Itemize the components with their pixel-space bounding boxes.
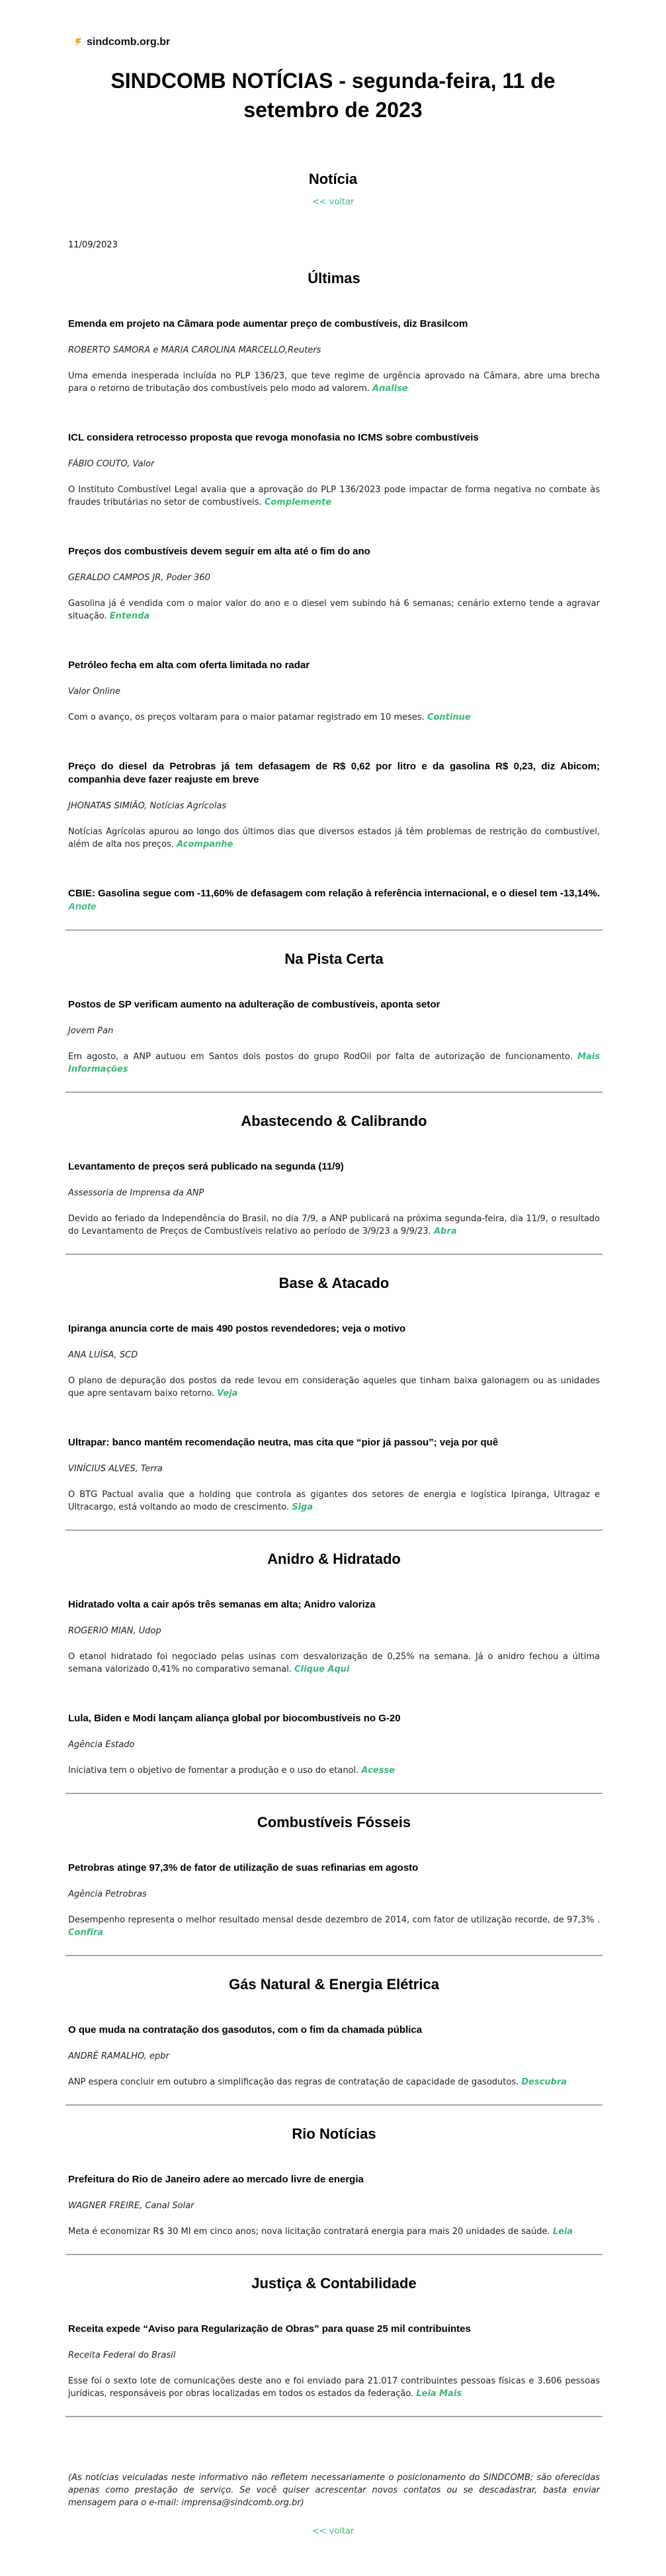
page-subtitle: Notícia: [308, 171, 358, 187]
article-author: ROBERTO SAMORA e MARIA CAROLINA MARCELLO,Reuters: [68, 345, 321, 355]
article-body: [68, 826, 600, 851]
article-title: Petróleo fecha em alta com oferta limitada no radar: [68, 660, 310, 671]
article-title: Emenda em projeto na Câmara pode aumentar preço de combustíveis, diz Brasilcom: [68, 318, 468, 329]
news-section: [65, 2120, 603, 2255]
article-author: FÁBIO COUTO, Valor: [68, 459, 155, 469]
article-summary: Gasolina já é vendida com o maior valor do ano e o diesel vem subindo há 6 semanas; cenário externo tende a agravar situação.: [68, 599, 600, 621]
article-title: ICL considera retrocesso proposta que revoga monofasia no ICMS sobre combustíveis: [68, 432, 479, 443]
read-more-link[interactable]: Entenda: [109, 611, 150, 621]
news-article: [65, 2024, 603, 2088]
section-title: Base & Atacado: [278, 1275, 390, 1291]
section-divider: [65, 1254, 603, 1255]
read-more-link[interactable]: Veja: [217, 1389, 238, 1398]
news-article: [65, 1598, 603, 1676]
article-author: Agência Petrobras: [68, 1889, 147, 1899]
section-divider: [65, 1955, 603, 1956]
article-title: Preço do diesel da Petrobras já tem defasagem de R$ 0,62 por litro e da gasolina R$ 0,23, diz Abicom; companhia deve fazer reajuste em breve: [68, 761, 600, 785]
news-article: [65, 659, 603, 724]
article-title-text: CBIE: Gasolina segue com -11,60% de defasagem com relação à referência internacional, e o diesel tem -13,14%.: [68, 888, 600, 899]
article-summary: Devido ao feriado da Independência do Brasil, no dia 7/9, a ANP publicará na próxima segunda-feira, dia 11/9, o resultado do Levantamento de Preços de Combustíveis relativo ao período de 3/9/23 a 9/9/23.: [68, 1214, 600, 1236]
read-more-link[interactable]: Acompanhe: [177, 839, 233, 849]
article-title: Lula, Biden e Modi lançam aliança global por biocombustíveis no G-20: [68, 1713, 401, 1724]
section-divider: [65, 2416, 603, 2417]
article-title: Postos de SP verificam aumento na adulteração de combustíveis, aponta setor: [68, 999, 440, 1010]
article-body: [68, 370, 600, 395]
article-summary: Desempenho representa o melhor resultado mensal desde dezembro de 2014, com fator de utilização recorde, de 97,3% .: [68, 1915, 600, 1925]
article-body: [68, 1651, 600, 1676]
article-body: [68, 597, 600, 623]
news-article: [65, 318, 603, 395]
article-summary: Com o avanço, os preços voltaram para o maior patamar registrado em 10 meses.: [68, 712, 425, 722]
article-summary: Esse foi o sexto lote de comunicações deste ano e foi enviado para 21.017 contribuintes pessoas físicas e 3.606 pessoas jurídicas, responsáveis por obras localizadas em todos os estados da federação.: [68, 2376, 600, 2399]
article-body: [68, 2225, 600, 2238]
news-article: [65, 998, 603, 1076]
publication-date: 11/09/2023: [68, 240, 118, 250]
section-divider: [65, 2254, 603, 2255]
section-divider: [65, 1529, 603, 1531]
article-summary: O Instituto Combustível Legal avalia que a aprovação do PLP 136/2023 pode impactar de forma negativa no combate às fraudes tributárias no setor de combustíveis.: [68, 485, 600, 507]
news-article: [65, 545, 603, 623]
article-title: Hidratado volta a cair após três semanas em alta; Anidro valoriza: [68, 1599, 376, 1610]
news-article: [65, 1322, 603, 1400]
back-link-bottom[interactable]: << voltar: [312, 2526, 354, 2536]
news-section: [65, 945, 603, 1093]
news-section: [65, 2270, 603, 2417]
news-section: [65, 1269, 603, 1531]
read-more-link[interactable]: Descubra: [521, 2077, 567, 2087]
article-summary: O etanol hidratado foi negociado pelas usinas com desvalorização de 0,25% na semana. Já o anidro fechou a última semana valorizado 0,41% no comparativo semanal.: [68, 1652, 600, 1674]
article-title: Ipiranga anuncia corte de mais 490 postos revendedores; veja o motivo: [68, 1323, 406, 1334]
article-title: [68, 887, 600, 914]
article-author: Jovem Pan: [68, 1026, 114, 1036]
read-more-link[interactable]: Complemente: [264, 497, 332, 507]
read-more-link[interactable]: Leia: [552, 2227, 573, 2237]
sections-container: [65, 265, 603, 2417]
article-body: [68, 2375, 600, 2400]
section-divider: [65, 1092, 603, 1093]
read-more-link[interactable]: Acesse: [361, 1766, 395, 1776]
article-summary: Iniciativa tem o objetivo de fomentar a produção e o uso do etanol.: [68, 1766, 359, 1776]
back-link-top[interactable]: << voltar: [312, 197, 354, 207]
news-article: [65, 1436, 603, 1514]
news-article: [65, 887, 603, 914]
article-body: [68, 1213, 600, 1238]
article-body: [68, 1488, 600, 1514]
news-article: [65, 1862, 603, 1939]
news-section: [65, 1107, 603, 1255]
content: [63, 240, 603, 2509]
article-title: Ultrapar: banco mantém recomendação neutra, mas cita que “pior já passou”; veja por quê: [68, 1437, 499, 1448]
article-summary: ANP espera concluir em outubro a simplificação das regras de contratação de capacidade de gasodutos.: [68, 2077, 519, 2087]
section-title: Abastecendo & Calibrando: [241, 1113, 427, 1129]
article-summary: O plano de depuração dos postos da rede levou em consideração aqueles que tinham baixa galonagem ou as unidades que apre sentavam baixo retorno.: [68, 1376, 600, 1398]
news-section: [65, 1545, 603, 1794]
section-title: Rio Notícias: [292, 2125, 376, 2142]
read-more-link[interactable]: Anote: [68, 901, 97, 912]
news-section: [65, 265, 603, 931]
article-title: Petrobras atinge 97,3% de fator de utilização de suas refinarias em agosto: [68, 1862, 419, 1873]
article-summary: Em agosto, a ANP autuou em Santos dois postos do grupo RodOil por falta de autorização de funcionamento.: [68, 1052, 573, 1062]
article-author: ANA LUÍSA, SCD: [68, 1350, 138, 1360]
section-title: Gás Natural & Energia Elétrica: [229, 1976, 439, 1993]
news-article: [65, 2323, 603, 2400]
news-article: [65, 431, 603, 509]
read-more-link[interactable]: Abra: [433, 1226, 457, 1236]
read-more-link[interactable]: Confira: [68, 1928, 104, 1938]
read-more-link[interactable]: Clique Aqui: [294, 1664, 350, 1674]
article-summary: Notícias Agrícolas apurou ao longo dos últimos dias que diversos estados já têm problemas de restrição do combustível, além de alta nos preços.: [68, 827, 600, 849]
article-body: [68, 484, 600, 509]
article-body: [68, 1914, 600, 1939]
read-more-link[interactable]: Continue: [427, 712, 471, 722]
article-title: Preços dos combustíveis devem seguir em alta até o fim do ano: [68, 546, 370, 557]
article-author: Receita Federal do Brasil: [68, 2350, 176, 2360]
article-summary: Meta é economizar R$ 30 MI em cinco anos; nova licitação contratará energia para mais 20 unidades de saúde.: [68, 2227, 550, 2237]
news-article: [65, 2173, 603, 2238]
article-body: [68, 2076, 600, 2088]
section-title: Na Pista Certa: [284, 951, 384, 967]
article-author: VINÍCIUS ALVES, Terra: [68, 1464, 163, 1474]
article-author: Valor Online: [68, 687, 121, 697]
brand-name: sindcomb.org.br: [87, 36, 171, 48]
section-divider: [65, 1793, 603, 1794]
article-body: [68, 1375, 600, 1400]
brand-logo[interactable]: [75, 36, 170, 48]
article-summary: Uma emenda inesperada incluída no PLP 136/23, que teve regime de urgência aprovado na Câmara, abre uma brecha para o retorno de tributação dos combustíveis pelo modo ad valorem.: [68, 371, 600, 394]
read-more-link[interactable]: Leia Mais: [416, 2389, 462, 2399]
section-title: Anidro & Hidratado: [267, 1551, 401, 1567]
article-author: GERALDO CAMPOS JR, Poder 360: [68, 573, 210, 583]
article-title: Levantamento de preços será publicado na segunda (11/9): [68, 1161, 344, 1172]
article-body: [68, 711, 600, 724]
read-more-link[interactable]: Siga: [292, 1502, 313, 1512]
lightning-bolt-icon: [75, 38, 83, 47]
section-title: Últimas: [308, 270, 360, 286]
article-author: Assessoria de Imprensa da ANP: [68, 1188, 204, 1198]
section-title: Combustíveis Fósseis: [257, 1814, 411, 1830]
news-section: [65, 1971, 603, 2106]
article-title: O que muda na contratação dos gasodutos, com o fim da chamada pública: [68, 2024, 423, 2036]
article-body: [68, 1764, 600, 1777]
news-article: [65, 760, 603, 851]
section-title: Justiça & Contabilidade: [251, 2275, 417, 2292]
article-author: ROGERIO MIAN, Udop: [68, 1626, 161, 1636]
article-author: ANDRÉ RAMALHO, epbr: [68, 2051, 169, 2061]
article-title: Prefeitura do Rio de Janeiro adere ao mercado livre de energia: [68, 2174, 364, 2185]
article-body: [68, 1051, 600, 1076]
section-divider: [65, 929, 603, 931]
section-divider: [65, 2104, 603, 2106]
disclaimer: (As notícias veiculadas neste informativo não refletem necessariamente o posicionamento do SINDCOMB; são oferecidas apenas como prestação de serviço. Se você quiser acrescentar novos contatos ou se descadastrar, basta enviar mensagem para o e-mail: imprensa@sindcomb.org.br): [68, 2473, 600, 2508]
article-author: JHONATAS SIMIÃO, Notícias Agrícolas: [68, 801, 227, 811]
page-title: SINDCOMB NOTÍCIAS - segunda-feira, 11 de setembro de 2023: [110, 69, 556, 122]
news-article: [65, 1712, 603, 1777]
news-article: [65, 1160, 603, 1238]
read-more-link[interactable]: Mais Informações: [68, 1052, 600, 1074]
article-author: WAGNER FREIRE, Canal Solar: [68, 2201, 194, 2211]
article-title: Receita expede “Aviso para Regularização de Obras” para quase 25 mil contribuintes: [68, 2323, 471, 2335]
article-summary: O BTG Pactual avalia que a holding que controla as gigantes dos setores de energia e logística Ipiranga, Ultragaz e Ultracargo, está voltando ao modo de crescimento.: [68, 1490, 600, 1512]
article-author: Agência Estado: [68, 1740, 135, 1750]
news-section: [65, 1809, 603, 1956]
read-more-link[interactable]: Analise: [372, 384, 408, 394]
